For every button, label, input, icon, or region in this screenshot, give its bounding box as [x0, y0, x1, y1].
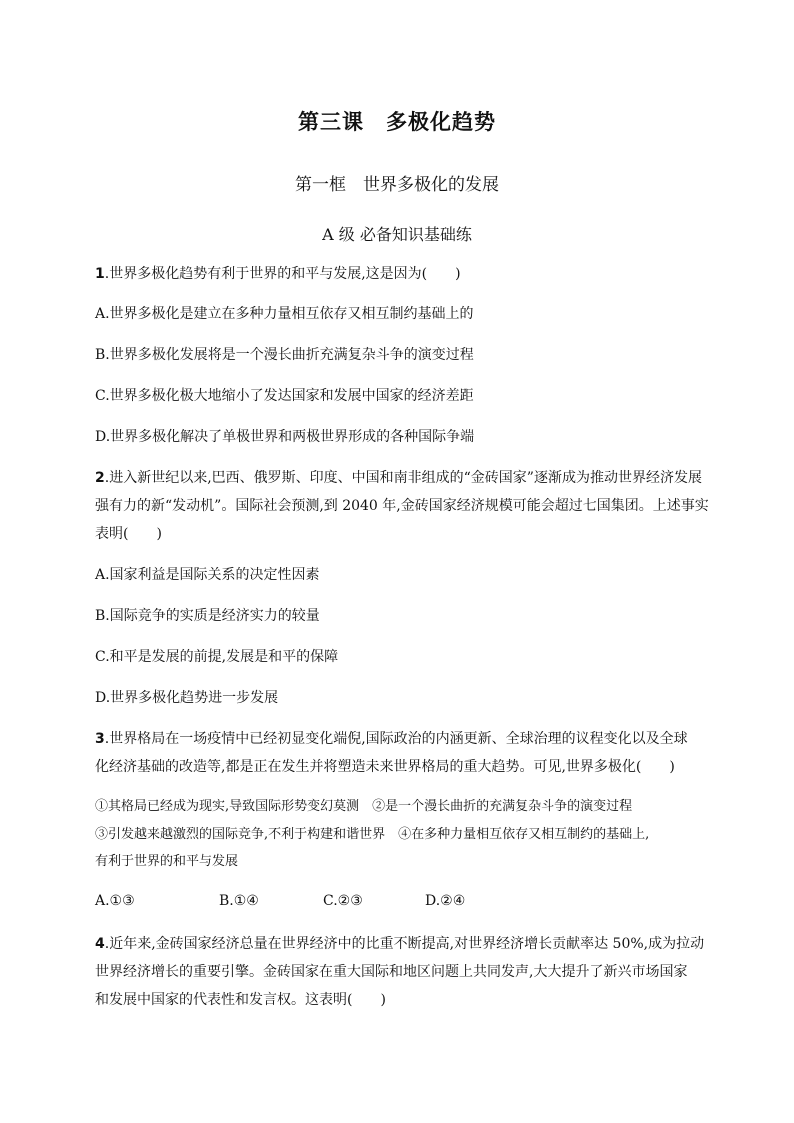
question-number: 2	[95, 470, 105, 486]
question-4-stem-line-3: 和发展中国家的代表性和发言权。这表明( )	[95, 992, 386, 1008]
question-number: 1	[95, 266, 105, 282]
question-1-option-b: B.世界多极化发展将是一个漫长曲折充满复杂斗争的演变过程	[95, 347, 474, 363]
question-2-option-a: A.国家利益是国际关系的决定性因素	[95, 567, 320, 583]
question-2-stem-line-3: 表明( )	[95, 526, 162, 542]
lesson-title: 第三课 多极化趋势	[298, 110, 496, 134]
section-heading: A 级 必备知识基础练	[322, 225, 472, 244]
question-3-statement-line-2: ③引发越来越激烈的国际竞争,不利于构建和谐世界 ④在多种力量相互依存又相互制约的基础上,	[95, 827, 650, 842]
question-3-statement-line-1: ①其格局已经成为现实,导致国际形势变幻莫测 ②是一个漫长曲折的充满复杂斗争的演变过程	[95, 799, 633, 814]
question-3-choice-d: D.②④	[425, 893, 466, 909]
question-3-stem-line-1: 3.世界格局在一场疫情中已经初显变化端倪,国际政治的内涵更新、全球治理的议程变化以及全球	[95, 731, 688, 747]
question-2-stem-line-2: 强有力的新“发动机”。国际社会预测,到 2040 年,金砖国家经济规模可能会超过七国集团。上述事实	[95, 498, 709, 514]
question-3-choice-a: A.①③	[95, 893, 135, 909]
question-1-stem: 1.世界多极化趋势有利于世界的和平与发展,这是因为( )	[95, 266, 461, 282]
question-3-choice-b: B.①④	[219, 893, 259, 909]
question-3-statement-line-3: 有利于世界的和平与发展	[95, 854, 239, 869]
lesson-subtitle: 第一框 世界多极化的发展	[295, 175, 499, 195]
question-3-stem-line-2: 化经济基础的改造等,都是正在发生并将塑造未来世界格局的重大趋势。可见,世界多极化( )	[95, 759, 675, 775]
question-2-option-d: D.世界多极化趋势进一步发展	[95, 690, 279, 706]
question-1-option-d: D.世界多极化解决了单极世界和两极世界形成的各种国际争端	[95, 429, 475, 445]
question-1-option-c: C.世界多极化极大地缩小了发达国家和发展中国家的经济差距	[95, 388, 474, 404]
question-1-option-a: A.世界多极化是建立在多种力量相互依存又相互制约基础上的	[95, 306, 474, 322]
question-number: 3	[95, 731, 105, 747]
question-number: 4	[95, 936, 105, 952]
question-2-option-b: B.国际竞争的实质是经济实力的较量	[95, 608, 320, 624]
question-3-choice-c: C.②③	[323, 893, 363, 909]
question-2-stem-line-1: 2.进入新世纪以来,巴西、俄罗斯、印度、中国和南非组成的“金砖国家”逐渐成为推动世界经济发展	[95, 470, 702, 486]
question-4-stem-line-1: 4.近年来,金砖国家经济总量在世界经济中的比重不断提高,对世界经济增长贡献率达 50%,成为拉动	[95, 936, 705, 952]
question-2-option-c: C.和平是发展的前提,发展是和平的保障	[95, 649, 339, 665]
question-4-stem-line-2: 世界经济增长的重要引擎。金砖国家在重大国际和地区问题上共同发声,大大提升了新兴市场国家	[95, 964, 688, 980]
